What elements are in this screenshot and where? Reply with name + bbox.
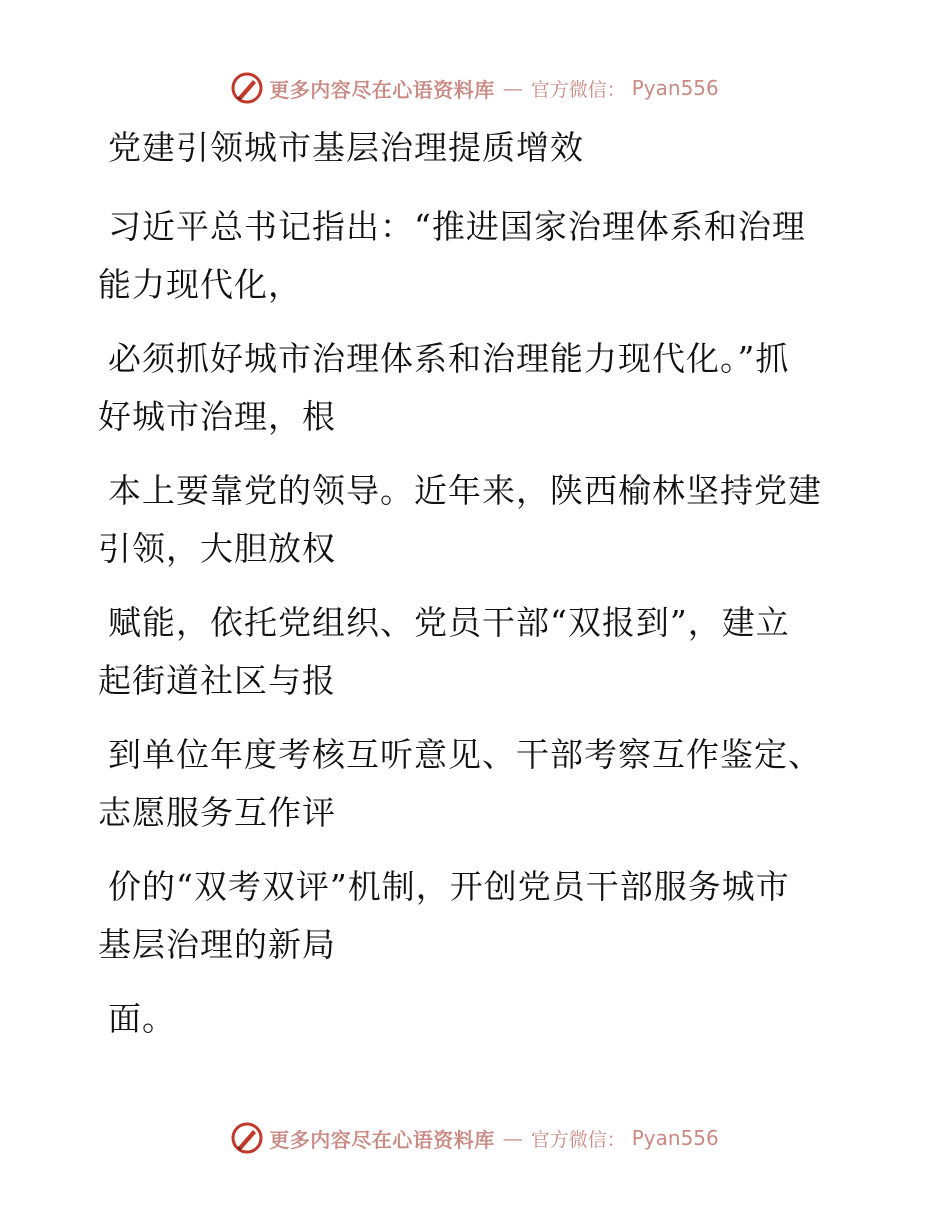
paragraph-line: [98, 330, 838, 446]
paragraph-line: [98, 594, 838, 710]
paragraph-line-start: 到单位年度考核互听意见、干部考察互作鉴定、: [108, 735, 822, 774]
watermark-label: 官方微信：: [530, 1128, 626, 1151]
watermark-id: Pyan556: [631, 1126, 719, 1150]
watermark-separator: —: [502, 1126, 523, 1150]
paragraph-line-start: 面。: [108, 999, 176, 1038]
paragraph-line: [98, 990, 838, 1048]
watermark-separator: —: [502, 76, 523, 100]
document-title: 党建引领城市基层治理提质增效: [108, 128, 584, 167]
paragraph-line-wrap: 引领，大胆放权: [98, 529, 336, 568]
paragraph-line: [98, 726, 838, 842]
paragraph-line-wrap: 能力现代化，: [98, 265, 302, 304]
document-body: [98, 122, 838, 1064]
watermark-label: 官方微信：: [530, 78, 626, 101]
paragraph-line-start: 必须抓好城市治理体系和治理能力现代化。”抓: [108, 339, 790, 378]
paragraph-line-wrap: 志愿服务互作评: [98, 793, 336, 832]
watermark-header: [0, 72, 950, 104]
paragraph-line: [98, 858, 838, 974]
paragraph-line: [98, 462, 838, 578]
paragraph-line-wrap: 基层治理的新局: [98, 925, 336, 964]
paragraph-line-start: 习近平总书记指出：“推进国家治理体系和治理: [108, 207, 806, 246]
watermark-text: 更多内容尽在心语资料库: [269, 77, 495, 102]
watermark-id: Pyan556: [631, 76, 719, 100]
pen-logo-icon: [231, 72, 263, 104]
pen-logo-icon: [231, 1122, 263, 1154]
watermark-text: 更多内容尽在心语资料库: [269, 1127, 495, 1152]
paragraph-line-wrap: 好城市治理，根: [98, 397, 336, 436]
paragraph-line-start: 价的“双考双评”机制，开创党员干部服务城市: [108, 867, 790, 906]
paragraph-line-start: 本上要靠党的领导。近年来，陕西榆林坚持党建: [108, 471, 822, 510]
paragraph-line: [98, 198, 838, 314]
paragraph-line-start: 赋能，依托党组织、党员干部“双报到”，建立: [108, 603, 790, 642]
paragraph-line-wrap: 起街道社区与报: [98, 661, 336, 700]
watermark-footer: [0, 1122, 950, 1154]
